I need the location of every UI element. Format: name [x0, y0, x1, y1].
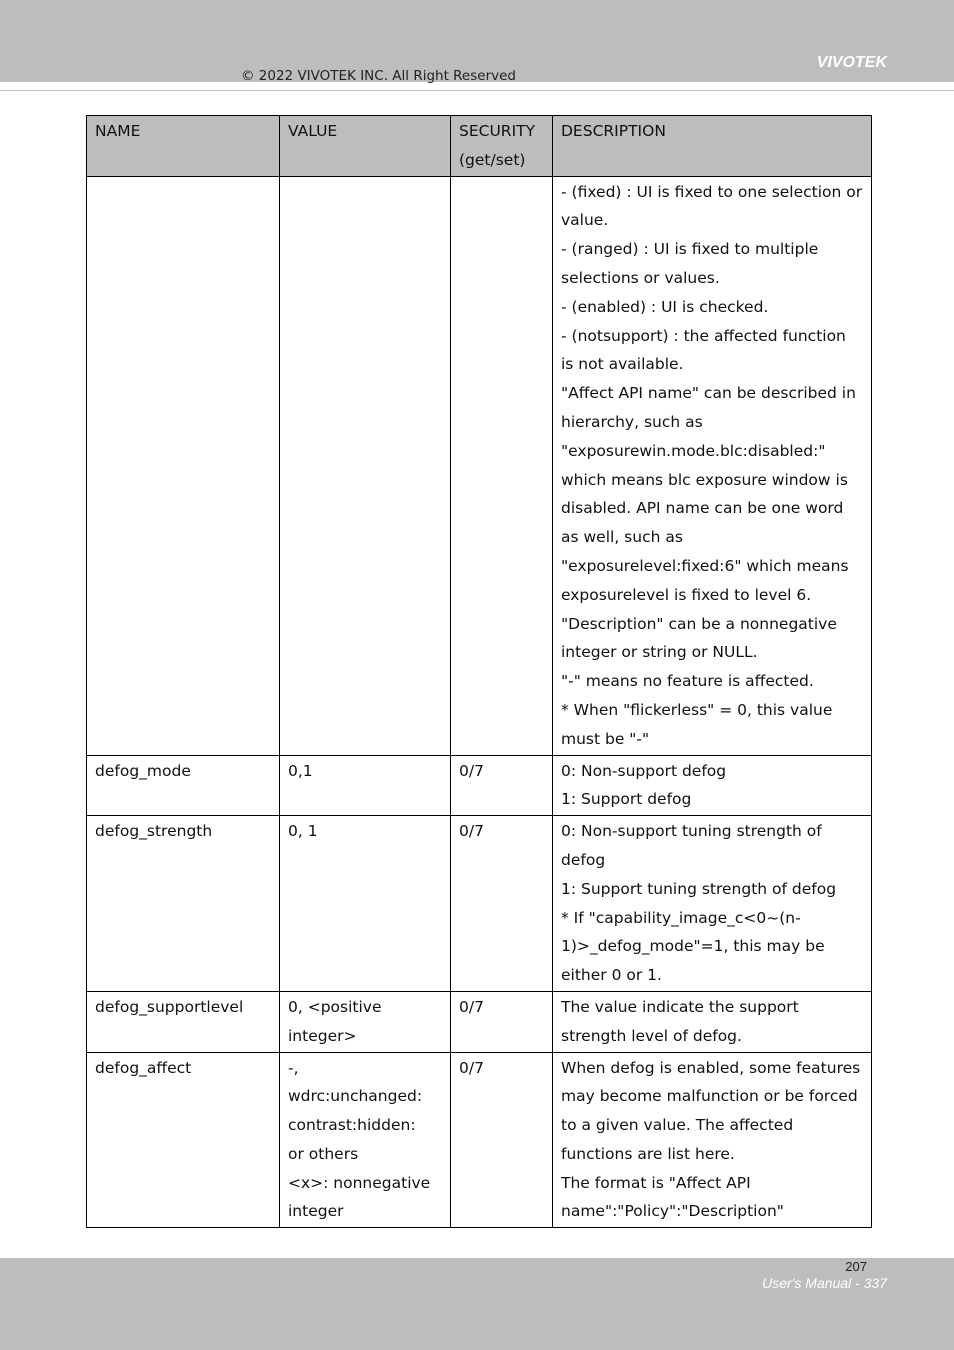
- description-line: 1: Support tuning strength of defog: [561, 879, 837, 898]
- header-divider: [0, 90, 954, 91]
- cell-value: 0,1: [280, 755, 451, 816]
- cell-security: 0/7: [451, 816, 553, 992]
- cell-name: defog_affect: [87, 1052, 280, 1228]
- column-header-security: SECURITY (get/set): [451, 116, 553, 177]
- table-row: [87, 991, 872, 1052]
- cell-value: [280, 176, 451, 755]
- table-row: [87, 816, 872, 992]
- description-line: "-" means no feature is affected.: [561, 672, 814, 691]
- description-line: * If "capability_image_c<0~(n-1)>_defog_mode"=1, this may be either 0 or 1.: [561, 908, 825, 985]
- table-row: [87, 1052, 872, 1228]
- cell-name: [87, 176, 280, 755]
- manual-page-label: User's Manual - 337: [762, 1275, 887, 1291]
- description-line: - (ranged) : UI is fixed to multiple selections or values.: [561, 240, 819, 287]
- cell-value: 0, <positive integer>: [280, 991, 451, 1052]
- table-row: [87, 176, 872, 755]
- parameter-table: [86, 115, 872, 1228]
- description-line: - (notsupport) : the affected function is not available.: [561, 326, 846, 374]
- description-line: 0: Non-support tuning strength of defog: [561, 822, 822, 869]
- cell-value: 0, 1: [280, 816, 451, 992]
- column-header-name: NAME: [87, 116, 280, 177]
- value-line: -,: [288, 1058, 299, 1077]
- cell-security: 0/7: [451, 755, 553, 816]
- cell-description: [553, 1052, 872, 1228]
- value-line: wdrc:unchanged:: [288, 1087, 423, 1106]
- description-line: When defog is enabled, some features may become malfunction or be forced to a given value. The affected functions are list here.: [561, 1058, 861, 1163]
- description-line: - (enabled) : UI is checked.: [561, 297, 769, 316]
- description-line: 1: Support defog: [561, 790, 692, 809]
- description-line: The value indicate the support strength level of defog.: [561, 997, 799, 1045]
- description-line: "Description" can be a nonnegative integer or string or NULL.: [561, 614, 837, 662]
- cell-value: [280, 1052, 451, 1228]
- table-header-row: [87, 116, 872, 177]
- cell-name: defog_supportlevel: [87, 991, 280, 1052]
- description-line: "Affect API name" can be described in hierarchy, such as "exposurewin.mode.blc:disabled:" which means blc exposure window is disabled. API name can be one word as well, such as "exposurelevel:fixed:6" which means exposurelevel is fixed to level 6.: [561, 384, 856, 604]
- page-number: 207: [845, 1259, 867, 1274]
- copyright-text: © 2022 VIVOTEK INC. All Right Reserved: [241, 68, 516, 84]
- description-line: The format is "Affect API name":"Policy":"Description": [561, 1173, 784, 1221]
- cell-security: 0/7: [451, 1052, 553, 1228]
- cell-security: [451, 176, 553, 755]
- column-header-description: DESCRIPTION: [553, 116, 872, 177]
- description-line: - (fixed) : UI is fixed to one selection or value.: [561, 182, 863, 230]
- cell-description: [553, 991, 872, 1052]
- brand-logo: VIVOTEK: [816, 54, 887, 71]
- cell-description: [553, 816, 872, 992]
- cell-description: [553, 755, 872, 816]
- column-header-value: VALUE: [280, 116, 451, 177]
- cell-security: 0/7: [451, 991, 553, 1052]
- footer-band: [0, 1258, 954, 1350]
- description-line: * When "flickerless" = 0, this value must be "-": [561, 700, 833, 748]
- cell-name: defog_mode: [87, 755, 280, 816]
- cell-description: [553, 176, 872, 755]
- cell-name: defog_strength: [87, 816, 280, 992]
- value-line: or others: [288, 1144, 359, 1163]
- table-row: [87, 755, 872, 816]
- description-line: 0: Non-support defog: [561, 761, 727, 780]
- value-line: <x>: nonnegative integer: [288, 1173, 431, 1221]
- value-line: contrast:hidden:: [288, 1116, 416, 1135]
